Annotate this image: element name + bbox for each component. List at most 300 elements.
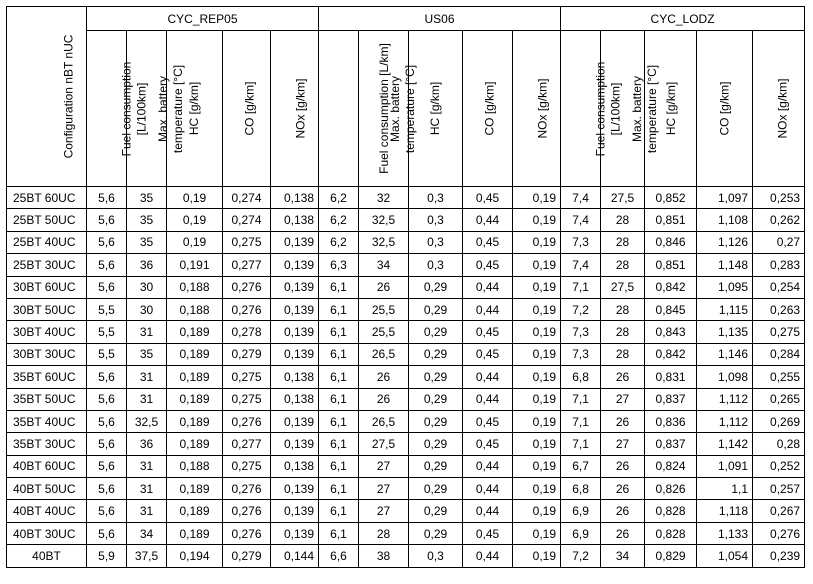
value-cell: 28 bbox=[601, 298, 645, 320]
value-cell: 0,19 bbox=[513, 500, 561, 522]
value-cell: 0,189 bbox=[167, 500, 223, 522]
value-cell: 6,6 bbox=[319, 545, 359, 567]
column-header-line: HC [g/km] bbox=[187, 81, 201, 136]
value-cell: 36 bbox=[127, 254, 167, 276]
table-row bbox=[7, 545, 805, 567]
value-cell: 0,255 bbox=[753, 366, 805, 388]
value-cell: 6,1 bbox=[319, 276, 359, 298]
configuration-cell: 35BT 60UC bbox=[7, 366, 87, 388]
value-cell: 7,3 bbox=[561, 343, 601, 365]
value-cell: 0,188 bbox=[167, 298, 223, 320]
value-cell: 0,278 bbox=[223, 321, 271, 343]
value-cell: 0,852 bbox=[645, 187, 697, 209]
value-cell: 0,19 bbox=[513, 298, 561, 320]
column-header-label bbox=[717, 81, 732, 135]
value-cell: 35 bbox=[127, 231, 167, 253]
column-header-label bbox=[664, 82, 679, 135]
value-cell: 6,2 bbox=[319, 231, 359, 253]
column-header-label bbox=[536, 78, 551, 138]
column-header-line: temperature [°C] bbox=[645, 64, 660, 153]
value-cell: 0,276 bbox=[223, 522, 271, 544]
value-cell: 0,276 bbox=[223, 410, 271, 432]
column-header bbox=[271, 31, 319, 187]
value-cell: 0,29 bbox=[409, 455, 463, 477]
column-header-label bbox=[294, 78, 309, 138]
value-cell: 5,5 bbox=[87, 321, 127, 343]
value-cell: 5,6 bbox=[87, 209, 127, 231]
configuration-cell: 25BT 60UC bbox=[7, 187, 87, 209]
value-cell: 38 bbox=[359, 545, 409, 567]
column-header-line: Fuel consumption bbox=[593, 61, 608, 156]
value-cell: 0,44 bbox=[463, 366, 513, 388]
value-cell: 0,279 bbox=[223, 343, 271, 365]
column-header bbox=[753, 31, 805, 187]
value-cell: 1,146 bbox=[697, 343, 753, 365]
value-cell: 5,6 bbox=[87, 500, 127, 522]
value-cell: 5,6 bbox=[87, 455, 127, 477]
column-header-line: [L/100km] bbox=[134, 82, 149, 135]
value-cell: 0,138 bbox=[271, 187, 319, 209]
value-cell: 0,29 bbox=[409, 321, 463, 343]
value-cell: 0,138 bbox=[271, 209, 319, 231]
value-cell: 0,29 bbox=[409, 522, 463, 544]
value-cell: 0,45 bbox=[463, 433, 513, 455]
value-cell: 0,276 bbox=[223, 298, 271, 320]
value-cell: 0,29 bbox=[409, 388, 463, 410]
value-cell: 0,29 bbox=[409, 298, 463, 320]
value-cell: 26 bbox=[601, 500, 645, 522]
value-cell: 0,836 bbox=[645, 410, 697, 432]
value-cell: 5,5 bbox=[87, 298, 127, 320]
value-cell: 1,095 bbox=[697, 276, 753, 298]
value-cell: 26 bbox=[601, 522, 645, 544]
value-cell: 6,1 bbox=[319, 455, 359, 477]
table-row bbox=[7, 276, 805, 298]
value-cell: 37,5 bbox=[127, 545, 167, 567]
value-cell: 6,1 bbox=[319, 298, 359, 320]
value-cell: 0,19 bbox=[513, 276, 561, 298]
value-cell: 0,267 bbox=[753, 500, 805, 522]
value-cell: 1,091 bbox=[697, 455, 753, 477]
value-cell: 0,3 bbox=[409, 187, 463, 209]
value-cell: 5,6 bbox=[87, 366, 127, 388]
value-cell: 1,148 bbox=[697, 254, 753, 276]
value-cell: 6,2 bbox=[319, 209, 359, 231]
value-cell: 0,45 bbox=[463, 410, 513, 432]
value-cell: 0,262 bbox=[753, 209, 805, 231]
table-row bbox=[7, 478, 805, 500]
value-cell: 0,253 bbox=[753, 187, 805, 209]
value-cell: 26 bbox=[601, 478, 645, 500]
value-cell: 1,135 bbox=[697, 321, 753, 343]
column-header-line: HC [g/km] bbox=[428, 81, 443, 136]
value-cell: 0,275 bbox=[223, 455, 271, 477]
value-cell: 0,188 bbox=[167, 276, 223, 298]
column-header-line: Max. battery bbox=[630, 75, 645, 142]
value-cell: 0,139 bbox=[271, 254, 319, 276]
value-cell: 0,144 bbox=[271, 545, 319, 567]
value-cell: 0,19 bbox=[167, 209, 223, 231]
value-cell: 0,44 bbox=[463, 455, 513, 477]
value-cell: 0,194 bbox=[167, 545, 223, 567]
value-cell: 0,139 bbox=[271, 522, 319, 544]
column-header-line: CO [g/km] bbox=[482, 81, 497, 136]
value-cell: 0,3 bbox=[409, 231, 463, 253]
value-cell: 0,277 bbox=[223, 254, 271, 276]
results-table bbox=[6, 6, 805, 568]
value-cell: 0,828 bbox=[645, 522, 697, 544]
column-header-line: Max. battery bbox=[156, 75, 171, 142]
value-cell: 0,19 bbox=[513, 321, 561, 343]
value-cell: 0,3 bbox=[409, 545, 463, 567]
value-cell: 1,108 bbox=[697, 209, 753, 231]
value-cell: 0,44 bbox=[463, 388, 513, 410]
column-header bbox=[223, 31, 271, 187]
table-row bbox=[7, 410, 805, 432]
value-cell: 0,274 bbox=[223, 209, 271, 231]
value-cell: 0,254 bbox=[753, 276, 805, 298]
value-cell: 5,6 bbox=[87, 522, 127, 544]
value-cell: 0,275 bbox=[753, 321, 805, 343]
value-cell: 0,189 bbox=[167, 343, 223, 365]
configuration-cell: 35BT 40UC bbox=[7, 410, 87, 432]
value-cell: 0,44 bbox=[463, 500, 513, 522]
value-cell: 6,3 bbox=[319, 254, 359, 276]
value-cell: 0,19 bbox=[513, 388, 561, 410]
table-row bbox=[7, 254, 805, 276]
column-header-line: Fuel consumption bbox=[119, 61, 134, 156]
value-cell: 1,133 bbox=[697, 522, 753, 544]
value-cell: 6,1 bbox=[319, 522, 359, 544]
value-cell: 0,275 bbox=[223, 388, 271, 410]
configuration-cell: 25BT 40UC bbox=[7, 231, 87, 253]
value-cell: 31 bbox=[127, 321, 167, 343]
column-header bbox=[561, 31, 623, 187]
value-cell: 31 bbox=[127, 366, 167, 388]
value-cell: 0,45 bbox=[463, 522, 513, 544]
column-header bbox=[87, 31, 149, 187]
value-cell: 0,191 bbox=[167, 254, 223, 276]
table-row bbox=[7, 522, 805, 544]
configuration-cell: 30BT 60UC bbox=[7, 276, 87, 298]
value-cell: 0,45 bbox=[463, 187, 513, 209]
value-cell: 31 bbox=[127, 500, 167, 522]
value-cell: 6,1 bbox=[319, 366, 359, 388]
value-cell: 5,6 bbox=[87, 388, 127, 410]
value-cell: 0,139 bbox=[271, 276, 319, 298]
value-cell: 1,112 bbox=[697, 410, 753, 432]
value-cell: 27 bbox=[359, 500, 409, 522]
value-cell: 0,846 bbox=[645, 231, 697, 253]
value-cell: 27 bbox=[601, 388, 645, 410]
value-cell: 0,29 bbox=[409, 410, 463, 432]
value-cell: 36 bbox=[127, 433, 167, 455]
configuration-cell: 25BT 30UC bbox=[7, 254, 87, 276]
column-header-line: CO [g/km] bbox=[717, 81, 732, 136]
column-header bbox=[319, 31, 391, 187]
value-cell: 27 bbox=[359, 455, 409, 477]
value-cell: 0,19 bbox=[513, 455, 561, 477]
table-row bbox=[7, 388, 805, 410]
value-cell: 0,252 bbox=[753, 455, 805, 477]
value-cell: 32 bbox=[359, 187, 409, 209]
value-cell: 0,276 bbox=[223, 500, 271, 522]
value-cell: 0,139 bbox=[271, 433, 319, 455]
value-cell: 6,9 bbox=[561, 522, 601, 544]
configuration-cell: 35BT 30UC bbox=[7, 433, 87, 455]
value-cell: 0,44 bbox=[463, 545, 513, 567]
value-cell: 0,44 bbox=[463, 298, 513, 320]
value-cell: 0,189 bbox=[167, 410, 223, 432]
value-cell: 0,276 bbox=[223, 276, 271, 298]
value-cell: 6,9 bbox=[561, 500, 601, 522]
value-cell: 0,828 bbox=[645, 500, 697, 522]
table-row bbox=[7, 343, 805, 365]
value-cell: 0,263 bbox=[753, 298, 805, 320]
table-row bbox=[7, 209, 805, 231]
value-cell: 0,276 bbox=[753, 522, 805, 544]
value-cell: 7,4 bbox=[561, 209, 601, 231]
value-cell: 0,269 bbox=[753, 410, 805, 432]
configuration-cell: 40BT 60UC bbox=[7, 455, 87, 477]
value-cell: 7,3 bbox=[561, 231, 601, 253]
column-header-label bbox=[187, 82, 202, 135]
value-cell: 0,19 bbox=[513, 410, 561, 432]
value-cell: 1,1 bbox=[697, 478, 753, 500]
configuration-cell: 35BT 50UC bbox=[7, 388, 87, 410]
value-cell: 0,138 bbox=[271, 388, 319, 410]
value-cell: 26 bbox=[601, 410, 645, 432]
value-cell: 0,283 bbox=[753, 254, 805, 276]
value-cell: 0,274 bbox=[223, 187, 271, 209]
value-cell: 0,19 bbox=[513, 478, 561, 500]
value-cell: 28 bbox=[359, 522, 409, 544]
value-cell: 35 bbox=[127, 187, 167, 209]
value-cell: 0,19 bbox=[513, 366, 561, 388]
value-cell: 0,138 bbox=[271, 366, 319, 388]
value-cell: 0,45 bbox=[463, 254, 513, 276]
value-cell: 7,2 bbox=[561, 298, 601, 320]
configuration-cell: 30BT 30UC bbox=[7, 343, 87, 365]
value-cell: 0,829 bbox=[645, 545, 697, 567]
value-cell: 28 bbox=[601, 231, 645, 253]
value-cell: 1,112 bbox=[697, 388, 753, 410]
value-cell: 27,5 bbox=[601, 276, 645, 298]
value-cell: 5,6 bbox=[87, 231, 127, 253]
configuration-cell: 40BT bbox=[7, 545, 87, 567]
column-header-label bbox=[630, 64, 660, 152]
value-cell: 0,19 bbox=[513, 433, 561, 455]
value-cell: 6,1 bbox=[319, 343, 359, 365]
value-cell: 1,118 bbox=[697, 500, 753, 522]
value-cell: 26,5 bbox=[359, 343, 409, 365]
column-header bbox=[513, 31, 561, 187]
value-cell: 0,29 bbox=[409, 276, 463, 298]
value-cell: 25,5 bbox=[359, 321, 409, 343]
column-header-line: temperature [°C] bbox=[403, 64, 418, 153]
value-cell: 0,275 bbox=[223, 231, 271, 253]
column-header bbox=[463, 31, 513, 187]
value-cell: 27,5 bbox=[359, 433, 409, 455]
value-cell: 0,257 bbox=[753, 478, 805, 500]
value-cell: 32,5 bbox=[359, 231, 409, 253]
value-cell: 35 bbox=[127, 343, 167, 365]
column-header-line: HC [g/km] bbox=[664, 81, 679, 136]
value-cell: 0,44 bbox=[463, 209, 513, 231]
column-header-label bbox=[119, 61, 149, 156]
value-cell: 5,6 bbox=[87, 478, 127, 500]
value-cell: 0,19 bbox=[167, 231, 223, 253]
group-header-cyc-lodz: CYC_LODZ bbox=[561, 7, 805, 31]
value-cell: 0,837 bbox=[645, 388, 697, 410]
table-row bbox=[7, 231, 805, 253]
column-header-label bbox=[388, 64, 418, 152]
value-cell: 0,19 bbox=[513, 209, 561, 231]
value-cell: 31 bbox=[127, 478, 167, 500]
value-cell: 0,44 bbox=[463, 478, 513, 500]
table-row bbox=[7, 187, 805, 209]
value-cell: 5,6 bbox=[87, 433, 127, 455]
value-cell: 34 bbox=[127, 522, 167, 544]
value-cell: 5,6 bbox=[87, 187, 127, 209]
value-cell: 7,2 bbox=[561, 545, 601, 567]
configuration-cell: 40BT 40UC bbox=[7, 500, 87, 522]
value-cell: 32,5 bbox=[127, 410, 167, 432]
value-cell: 0,28 bbox=[753, 433, 805, 455]
value-cell: 7,1 bbox=[561, 388, 601, 410]
value-cell: 0,3 bbox=[409, 209, 463, 231]
group-header-cyc-rep05: CYC_REP05 bbox=[87, 7, 319, 31]
value-cell: 0,29 bbox=[409, 366, 463, 388]
value-cell: 0,138 bbox=[271, 455, 319, 477]
value-cell: 6,1 bbox=[319, 321, 359, 343]
value-cell: 7,1 bbox=[561, 276, 601, 298]
column-header-line: NOx [g/km] bbox=[293, 78, 308, 139]
column-header-label bbox=[243, 81, 258, 135]
value-cell: 7,4 bbox=[561, 187, 601, 209]
value-cell: 0,19 bbox=[513, 343, 561, 365]
configuration-cell: 30BT 50UC bbox=[7, 298, 87, 320]
configuration-cell: 40BT 30UC bbox=[7, 522, 87, 544]
value-cell: 0,44 bbox=[463, 276, 513, 298]
value-cell: 28 bbox=[601, 254, 645, 276]
value-cell: 6,1 bbox=[319, 500, 359, 522]
value-cell: 0,139 bbox=[271, 410, 319, 432]
value-cell: 28 bbox=[601, 343, 645, 365]
table-row bbox=[7, 298, 805, 320]
value-cell: 1,115 bbox=[697, 298, 753, 320]
column-header-line: Fuel consumption [L/km] bbox=[376, 43, 391, 174]
column-header-label bbox=[428, 82, 443, 135]
value-cell: 0,842 bbox=[645, 343, 697, 365]
value-cell: 30 bbox=[127, 276, 167, 298]
value-cell: 6,8 bbox=[561, 478, 601, 500]
value-cell: 5,5 bbox=[87, 343, 127, 365]
value-cell: 0,843 bbox=[645, 321, 697, 343]
value-cell: 35 bbox=[127, 209, 167, 231]
value-cell: 26 bbox=[359, 366, 409, 388]
value-cell: 5,6 bbox=[87, 276, 127, 298]
value-cell: 0,842 bbox=[645, 276, 697, 298]
value-cell: 27 bbox=[359, 478, 409, 500]
column-header-label bbox=[156, 64, 186, 152]
configuration-cell: 30BT 40UC bbox=[7, 321, 87, 343]
value-cell: 0,189 bbox=[167, 478, 223, 500]
value-cell: 28 bbox=[601, 209, 645, 231]
configuration-cell: 40BT 50UC bbox=[7, 478, 87, 500]
value-cell: 0,19 bbox=[513, 545, 561, 567]
value-cell: 0,276 bbox=[223, 478, 271, 500]
value-cell: 0,19 bbox=[513, 254, 561, 276]
value-cell: 6,1 bbox=[319, 410, 359, 432]
value-cell: 0,139 bbox=[271, 321, 319, 343]
value-cell: 26 bbox=[359, 276, 409, 298]
value-cell: 5,6 bbox=[87, 410, 127, 432]
value-cell: 34 bbox=[359, 254, 409, 276]
value-cell: 1,126 bbox=[697, 231, 753, 253]
value-cell: 1,054 bbox=[697, 545, 753, 567]
value-cell: 5,9 bbox=[87, 545, 127, 567]
table-row bbox=[7, 366, 805, 388]
table-row bbox=[7, 321, 805, 343]
value-cell: 1,097 bbox=[697, 187, 753, 209]
value-cell: 0,29 bbox=[409, 478, 463, 500]
column-header-line: NOx [g/km] bbox=[775, 78, 790, 139]
value-cell: 31 bbox=[127, 388, 167, 410]
value-cell: 34 bbox=[601, 545, 645, 567]
value-cell: 0,265 bbox=[753, 388, 805, 410]
value-cell: 6,7 bbox=[561, 455, 601, 477]
column-header-line: CO [g/km] bbox=[242, 81, 257, 136]
value-cell: 6,2 bbox=[319, 187, 359, 209]
column-header-line: [L/100km] bbox=[608, 82, 623, 135]
value-cell: 0,189 bbox=[167, 388, 223, 410]
value-cell: 32,5 bbox=[359, 209, 409, 231]
value-cell: 0,45 bbox=[463, 343, 513, 365]
value-cell: 0,277 bbox=[223, 433, 271, 455]
column-header-line: NOx [g/km] bbox=[535, 78, 550, 139]
value-cell: 1,098 bbox=[697, 366, 753, 388]
value-cell: 26 bbox=[359, 388, 409, 410]
table-row bbox=[7, 455, 805, 477]
config-header-label: Configuration nBT nUC bbox=[61, 34, 76, 159]
value-cell: 7,3 bbox=[561, 321, 601, 343]
column-header-label bbox=[776, 78, 791, 138]
value-cell: 27,5 bbox=[601, 187, 645, 209]
value-cell: 0,837 bbox=[645, 433, 697, 455]
value-cell: 0,29 bbox=[409, 500, 463, 522]
value-cell: 0,845 bbox=[645, 298, 697, 320]
value-cell: 0,19 bbox=[513, 231, 561, 253]
value-cell: 0,139 bbox=[271, 478, 319, 500]
value-cell: 0,851 bbox=[645, 209, 697, 231]
value-cell: 6,1 bbox=[319, 388, 359, 410]
value-cell: 1,142 bbox=[697, 433, 753, 455]
value-cell: 6,8 bbox=[561, 366, 601, 388]
value-cell: 0,189 bbox=[167, 366, 223, 388]
value-cell: 26 bbox=[601, 366, 645, 388]
value-cell: 6,1 bbox=[319, 433, 359, 455]
value-cell: 0,188 bbox=[167, 455, 223, 477]
value-cell: 7,4 bbox=[561, 254, 601, 276]
value-cell: 27 bbox=[601, 433, 645, 455]
value-cell: 7,1 bbox=[561, 433, 601, 455]
value-cell: 28 bbox=[601, 321, 645, 343]
value-cell: 0,27 bbox=[753, 231, 805, 253]
value-cell: 0,19 bbox=[513, 522, 561, 544]
column-header-label bbox=[593, 61, 623, 156]
value-cell: 0,284 bbox=[753, 343, 805, 365]
